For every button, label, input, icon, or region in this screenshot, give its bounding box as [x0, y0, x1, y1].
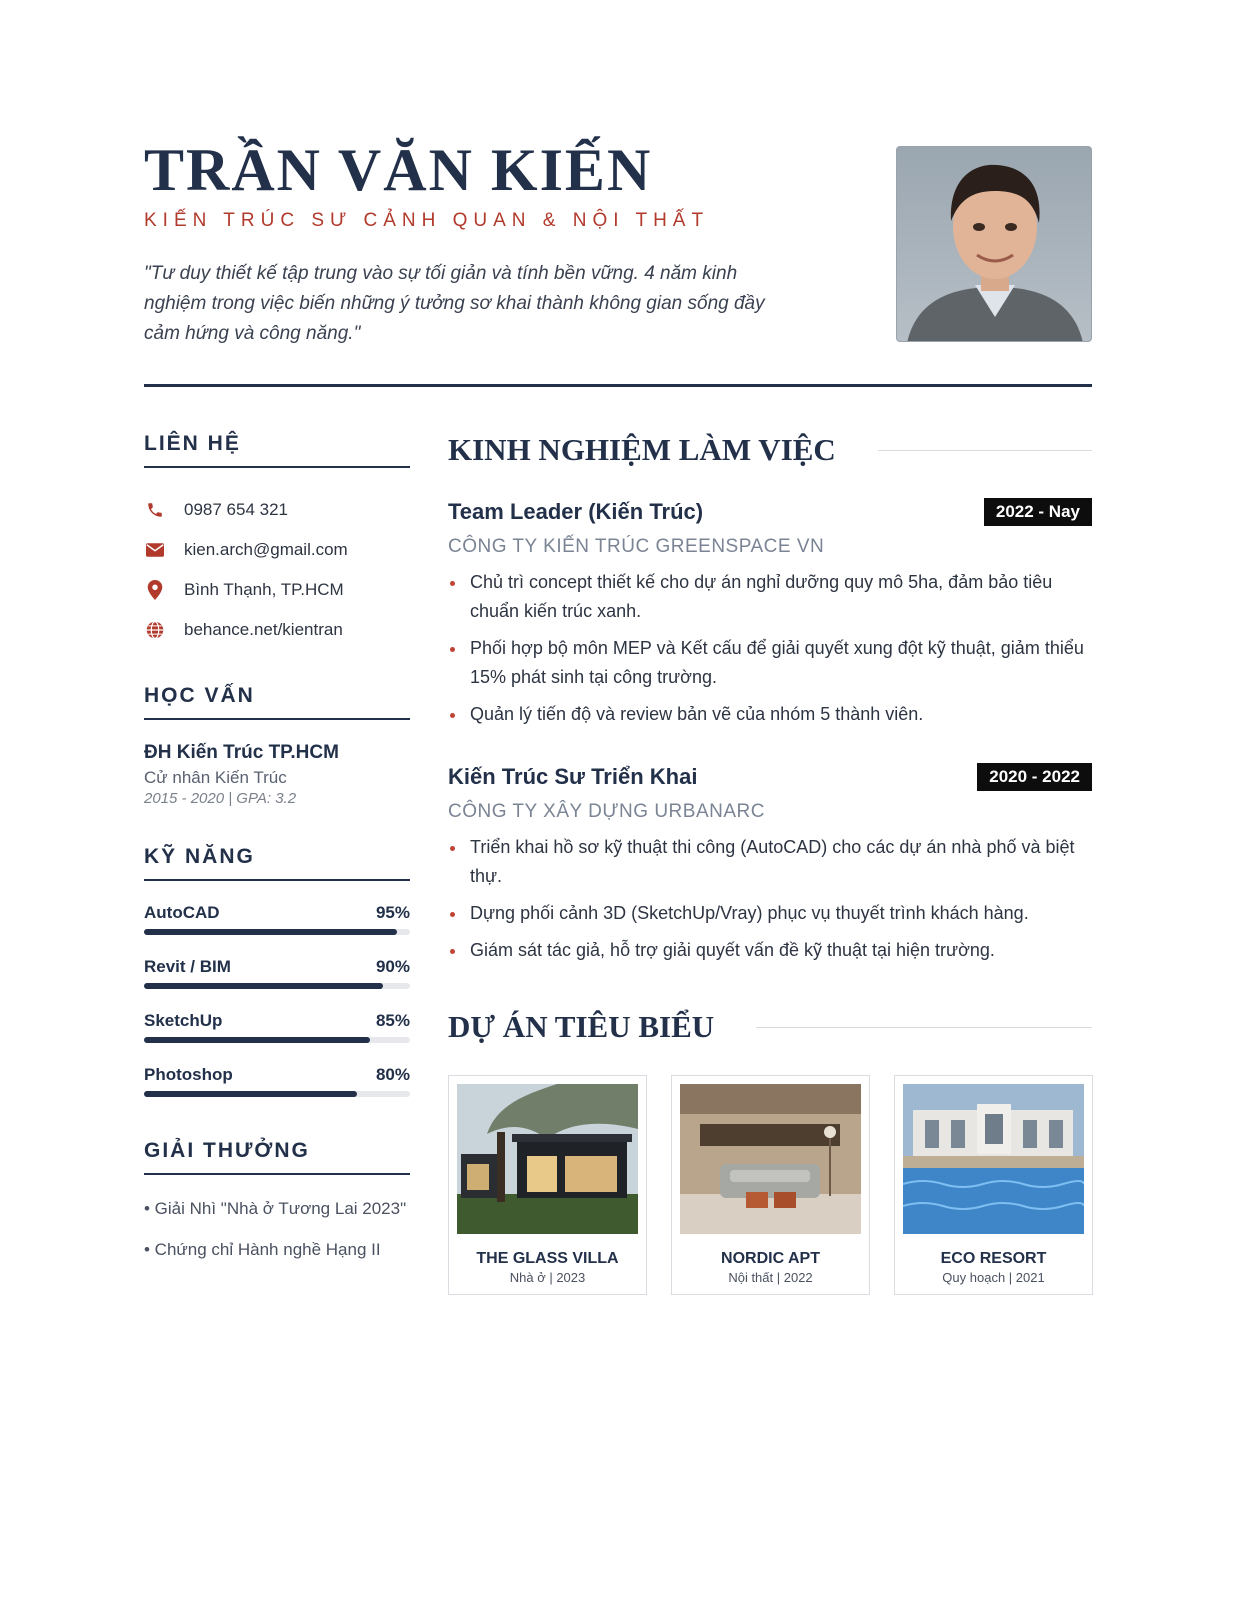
- job-bullet: Triển khai hồ sơ kỹ thuật thi công (AutoCAD) cho các dự án nhà phố và biệt thự.: [448, 833, 1092, 891]
- skill-percent: 90%: [375, 957, 410, 976]
- skill-bar-fill: [144, 1091, 357, 1097]
- education-years: 2015 - 2020 | GPA: 3.2: [144, 790, 297, 807]
- job-bullet: Dựng phối cảnh 3D (SketchUp/Vray) phục vụ thuyết trình khách hàng.: [448, 899, 1092, 928]
- job-date-badge: 2022 - Nay: [984, 498, 1092, 526]
- globe-icon: [144, 619, 166, 641]
- education-section: [144, 684, 410, 807]
- job-entry: [448, 498, 1092, 729]
- skill-bar-fill: [144, 1037, 370, 1043]
- skills-section: [144, 845, 410, 1097]
- job-bullet: Chủ trì concept thiết kế cho dự án nghỉ dưỡng quy mô 5ha, đảm bảo tiêu chuẩn kiến trúc xanh.: [448, 568, 1092, 626]
- phone-icon: [144, 499, 166, 521]
- job-bullet: Quản lý tiến độ và review bản vẽ của nhóm 5 thành viên.: [448, 700, 1092, 729]
- heading-rule: [878, 450, 1092, 451]
- job-company: CÔNG TY XÂY DỰNG URBANARC: [448, 801, 765, 822]
- experience-heading: KINH NGHIỆM LÀM VIỆC: [448, 432, 836, 467]
- skill-name: SketchUp: [144, 1011, 223, 1030]
- job-title: Kiến Trúc Sư Triển Khai: [448, 764, 698, 789]
- skill-bar: [144, 1037, 410, 1043]
- awards-section: [144, 1139, 410, 1263]
- skill-item: [144, 1011, 410, 1043]
- job-entry: [448, 763, 1092, 965]
- job-bullets: [448, 568, 1092, 729]
- candidate-role: KIẾN TRÚC SƯ CẢNH QUAN & NỘI THẤT: [144, 210, 710, 231]
- skill-name: AutoCAD: [144, 903, 220, 922]
- contact-website-text: behance.net/kientran: [184, 620, 343, 639]
- project-card[interactable]: [448, 1075, 647, 1295]
- profile-photo: [896, 146, 1092, 342]
- job-bullets: [448, 833, 1092, 965]
- education-school: ĐH Kiến Trúc TP.HCM: [144, 742, 339, 763]
- skills-heading: KỸ NĂNG: [144, 845, 410, 881]
- awards-heading: GIẢI THƯỞNG: [144, 1139, 410, 1175]
- award-item: • Giải Nhì "Nhà ở Tương Lai 2023": [144, 1199, 407, 1218]
- contact-phone-text: 0987 654 321: [184, 500, 288, 519]
- project-subtitle: Quy hoạch | 2021: [942, 1270, 1045, 1285]
- contact-phone[interactable]: [144, 490, 410, 530]
- mail-icon: [144, 539, 166, 561]
- skill-percent: 85%: [375, 1011, 410, 1030]
- job-title: Team Leader (Kiến Trúc): [448, 499, 704, 524]
- project-image-villa: [457, 1084, 638, 1234]
- left-column: [144, 432, 410, 1263]
- location-pin-icon: [144, 579, 166, 601]
- right-column: [448, 432, 1092, 1295]
- contact-location: [144, 570, 410, 610]
- contact-heading: LIÊN HỆ: [144, 432, 410, 468]
- skill-bar-fill: [144, 929, 397, 935]
- project-image-apartment: [680, 1084, 861, 1234]
- header-divider: [144, 384, 1092, 387]
- project-subtitle: Nhà ở | 2023: [509, 1270, 586, 1285]
- skill-percent: 95%: [375, 903, 410, 922]
- heading-rule: [756, 1027, 1092, 1028]
- project-subtitle: Nội thất | 2022: [728, 1270, 813, 1285]
- projects-heading: DỰ ÁN TIÊU BIỂU: [448, 1009, 715, 1044]
- job-date-badge: 2020 - 2022: [977, 763, 1092, 791]
- skill-name: Photoshop: [144, 1065, 233, 1084]
- education-heading: HỌC VẤN: [144, 684, 410, 720]
- project-title: NORDIC APT: [721, 1250, 820, 1267]
- project-title: THE GLASS VILLA: [476, 1250, 619, 1267]
- skill-name: Revit / BIM: [144, 957, 231, 976]
- skill-bar-fill: [144, 983, 383, 989]
- contact-section: [144, 432, 410, 650]
- skill-item: [144, 957, 410, 989]
- job-company: CÔNG TY KIẾN TRÚC GREENSPACE VN: [448, 536, 825, 557]
- contact-email-text: kien.arch@gmail.com: [184, 540, 348, 559]
- experience-header: [448, 432, 1092, 468]
- award-item: • Chứng chỉ Hành nghề Hạng II: [144, 1240, 381, 1259]
- candidate-name: TRẦN VĂN KIẾN: [144, 137, 653, 203]
- contact-location-text: Bình Thạnh, TP.HCM: [184, 580, 344, 599]
- skill-item: [144, 903, 410, 935]
- job-bullet: Phối hợp bộ môn MEP và Kết cấu để giải quyết xung đột kỹ thuật, giảm thiểu 15% phát sinh tại công trường.: [448, 634, 1092, 692]
- project-title: ECO RESORT: [940, 1250, 1047, 1267]
- skill-bar: [144, 1091, 410, 1097]
- project-card[interactable]: [671, 1075, 870, 1295]
- skill-percent: 80%: [375, 1065, 410, 1084]
- skill-item: [144, 1065, 410, 1097]
- summary-quote: "Tư duy thiết kế tập trung vào sự tối giản và tính bền vững. 4 năm kinh nghiệm trong việc biến những ý tưởng sơ khai thành không gian sống đầy cảm hứng và công năng.": [144, 263, 765, 344]
- projects-grid: [448, 1075, 1092, 1295]
- projects-header: [448, 1009, 1092, 1045]
- contact-website[interactable]: [144, 610, 410, 650]
- education-degree: Cử nhân Kiến Trúc: [144, 768, 287, 787]
- project-image-resort: [903, 1084, 1084, 1234]
- skill-bar: [144, 929, 410, 935]
- project-card[interactable]: [894, 1075, 1093, 1295]
- skill-bar: [144, 983, 410, 989]
- contact-email[interactable]: [144, 530, 410, 570]
- job-bullet: Giám sát tác giả, hỗ trợ giải quyết vấn đề kỹ thuật tại hiện trường.: [448, 936, 1092, 965]
